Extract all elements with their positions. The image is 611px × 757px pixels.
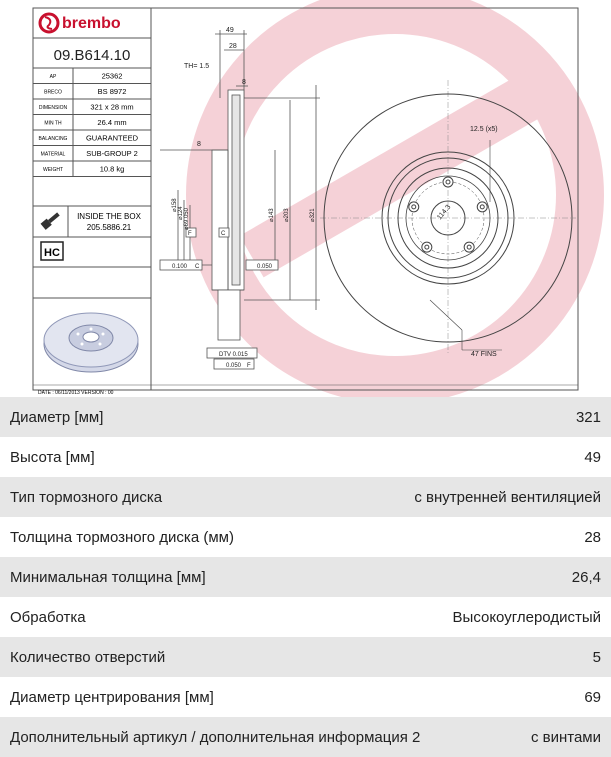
info-row-value: 26.4 mm xyxy=(97,118,127,127)
info-row-value: 321 x 28 mm xyxy=(90,102,134,112)
info-row-label: BALANCING xyxy=(38,136,68,142)
spec-label: Высота [мм] xyxy=(10,448,95,466)
info-row-value: SUB-GROUP 2 xyxy=(86,149,138,158)
spec-row xyxy=(0,477,611,517)
spec-value: 321 xyxy=(575,408,601,426)
spec-row xyxy=(0,677,611,717)
svg-text:F: F xyxy=(188,231,192,237)
svg-text:HC: HC xyxy=(44,247,60,259)
info-row-label: WEIGHT xyxy=(43,167,63,173)
info-row-label: MIN TH xyxy=(44,120,62,127)
spec-label: Диаметр центрирования [мм] xyxy=(10,688,214,706)
spec-row xyxy=(0,597,611,637)
specs-table xyxy=(0,397,611,757)
svg-text:0.050: 0.050 xyxy=(226,363,242,369)
svg-text:C: C xyxy=(195,264,200,270)
bolt-hole xyxy=(409,202,419,212)
screw-icon xyxy=(41,211,61,230)
svg-text:⌀158: ⌀158 xyxy=(172,198,178,212)
spec-value: Высокоуглеродистый xyxy=(452,608,601,626)
spec-value: 28 xyxy=(584,528,601,546)
part-number: 09.B614.10 xyxy=(53,47,131,64)
fins-label: 47 FINS xyxy=(471,351,497,358)
bolt-hole xyxy=(443,177,453,187)
spec-value: 26,4 xyxy=(571,568,601,586)
svg-text:8: 8 xyxy=(197,141,201,148)
spec-label: Толщина тормозного диска (мм) xyxy=(10,528,234,546)
info-row-value: 10.8 kg xyxy=(99,164,125,174)
spec-row xyxy=(0,637,611,677)
svg-text:28: 28 xyxy=(229,43,237,50)
svg-text:⌀69.050: ⌀69.050 xyxy=(184,208,190,230)
spec-value: 5 xyxy=(592,648,601,666)
pcd-label: 114.3 xyxy=(436,203,453,222)
disc-thumbnail xyxy=(44,313,138,372)
svg-text:F: F xyxy=(247,363,251,369)
info-row-label: AP xyxy=(49,74,57,80)
svg-text:⌀203: ⌀203 xyxy=(284,208,290,222)
svg-text:⌀321: ⌀321 xyxy=(310,208,316,222)
spec-row xyxy=(0,717,611,757)
svg-text:⌀124: ⌀124 xyxy=(178,206,184,220)
spec-label: Минимальная толщина [мм] xyxy=(10,568,206,586)
svg-text:49: 49 xyxy=(226,27,234,34)
svg-text:TH= 1.5: TH= 1.5 xyxy=(184,63,210,70)
spec-label: Диаметр [мм] xyxy=(10,408,104,426)
spec-row xyxy=(0,397,611,437)
info-row-label: BRECO xyxy=(44,89,62,96)
spec-label: Тип тормозного диска xyxy=(10,488,163,506)
svg-text:8: 8 xyxy=(242,79,246,86)
spec-value: с внутренней вентиляцией xyxy=(414,488,601,506)
svg-text:0.050: 0.050 xyxy=(257,264,273,270)
holes-label: 12.5 (x5) xyxy=(470,126,498,133)
info-row-label: DIMENSION xyxy=(38,105,68,111)
date-line: DATE : 06/11/2013 VERSION : 00 xyxy=(38,390,114,396)
spec-row xyxy=(0,557,611,597)
spec-value: с винтами xyxy=(530,728,601,746)
inside-box-value: 205.5886.21 xyxy=(86,223,132,232)
bolt-hole xyxy=(422,242,432,252)
info-row-value: GUARANTEED xyxy=(85,133,139,143)
svg-text:0.100: 0.100 xyxy=(172,264,188,270)
spec-label: Дополнительный артикул / дополнительная информация 2 xyxy=(10,728,421,746)
info-row-value: 25362 xyxy=(101,71,123,81)
inside-box-label: INSIDE THE BOX xyxy=(77,212,141,221)
spec-value: 69 xyxy=(584,688,601,706)
info-row-label: MATERIAL xyxy=(40,151,66,158)
spec-label: Обработка xyxy=(10,608,86,626)
svg-text:C: C xyxy=(221,231,226,237)
spec-row xyxy=(0,437,611,477)
bolt-hole xyxy=(464,242,474,252)
spec-row xyxy=(0,517,611,557)
bolt-hole xyxy=(477,202,487,212)
brand-name: brembo xyxy=(62,15,121,32)
svg-text:DTV 0.015: DTV 0.015 xyxy=(219,352,248,358)
svg-text:⌀143: ⌀143 xyxy=(269,208,275,222)
spec-value: 49 xyxy=(584,448,601,466)
info-row-value: BS 8972 xyxy=(97,87,127,96)
brembo-watermark xyxy=(210,10,580,380)
spec-label: Количество отверстий xyxy=(10,648,166,666)
